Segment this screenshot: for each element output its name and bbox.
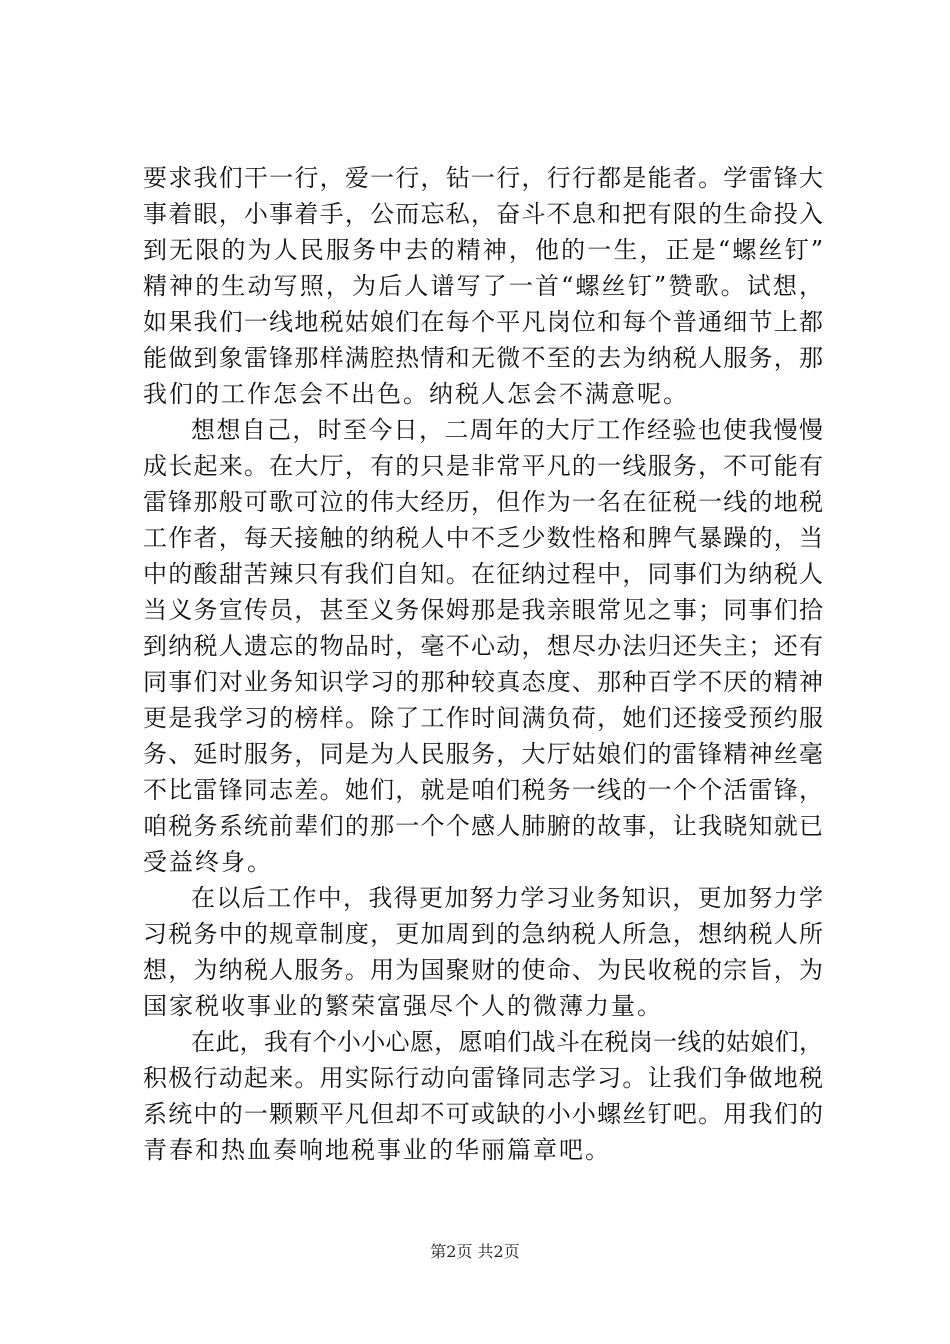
page-number-label: 第2页 共2页 <box>430 1242 520 1261</box>
text-line: 精神的生动写照，为后人谱写了一首“螺丝钉”赞歌。试想， <box>143 272 823 300</box>
page-footer <box>0 1242 950 1262</box>
text-line: 雷锋那般可歌可泣的伟大经历，但作为一名在征税一线的地税 <box>143 488 823 516</box>
text-line: 当义务宣传员，甚至义务保姆那是我亲眼常见之事；同事们拾 <box>143 596 823 624</box>
text-line: 我们的工作怎会不出色。纳税人怎会不满意呢。 <box>143 380 689 408</box>
text-line: 受益终身。 <box>143 848 273 876</box>
body-text <box>143 160 823 1168</box>
text-line: 更是我学习的榜样。除了工作时间满负荷，她们还接受预约服 <box>143 704 823 732</box>
text-line: 积极行动起来。用实际行动向雷锋同志学习。让我们争做地税 <box>143 1064 823 1092</box>
text-line: 不比雷锋同志差。她们，就是咱们税务一线的一个个活雷锋， <box>143 776 823 804</box>
text-line: 系统中的一颗颗平凡但却不可或缺的小小螺丝钉吧。用我们的 <box>143 1100 823 1128</box>
text-line: 事着眼，小事着手，公而忘私，奋斗不息和把有限的生命投入 <box>143 200 823 228</box>
text-line: 要求我们干一行，爱一行，钻一行，行行都是能者。学雷锋大 <box>143 164 823 192</box>
text-line: 务、延时服务，同是为人民服务，大厅姑娘们的雷锋精神丝毫 <box>143 740 823 768</box>
text-line: 成长起来。在大厅，有的只是非常平凡的一线服务，不可能有 <box>143 452 823 480</box>
text-line: 咱税务系统前辈们的那一个个感人肺腑的故事，让我晓知就已 <box>143 812 823 840</box>
text-line: 习税务中的规章制度，更加周到的急纳税人所急，想纳税人所 <box>143 920 823 948</box>
text-line: 国家税收事业的繁荣富强尽个人的微薄力量。 <box>143 992 663 1020</box>
text-line-paragraph-start: 在以后工作中，我得更加努力学习业务知识，更加努力学 <box>191 884 823 912</box>
text-line: 想，为纳税人服务。用为国聚财的使命、为民收税的宗旨，为 <box>143 956 823 984</box>
text-line-paragraph-start: 在此，我有个小小心愿，愿咱们战斗在税岗一线的姑娘们， <box>191 1028 823 1056</box>
text-line: 能做到象雷锋那样满腔热情和无微不至的去为纳税人服务，那 <box>143 344 823 372</box>
text-line: 同事们对业务知识学习的那种较真态度、那种百学不厌的精神 <box>143 668 823 696</box>
text-line: 到无限的为人民服务中去的精神，他的一生，正是“螺丝钉” <box>143 236 823 264</box>
text-line: 青春和热血奏响地税事业的华丽篇章吧。 <box>143 1136 611 1164</box>
text-line: 工作者，每天接触的纳税人中不乏少数性格和脾气暴躁的，当 <box>143 524 823 552</box>
text-line: 中的酸甜苦辣只有我们自知。在征纳过程中，同事们为纳税人 <box>143 560 823 588</box>
text-line: 到纳税人遗忘的物品时，毫不心动，想尽办法归还失主；还有 <box>143 632 823 660</box>
text-line: 如果我们一线地税姑娘们在每个平凡岗位和每个普通细节上都 <box>143 308 823 336</box>
text-line-paragraph-start: 想想自己，时至今日，二周年的大厅工作经验也使我慢慢 <box>191 416 823 444</box>
